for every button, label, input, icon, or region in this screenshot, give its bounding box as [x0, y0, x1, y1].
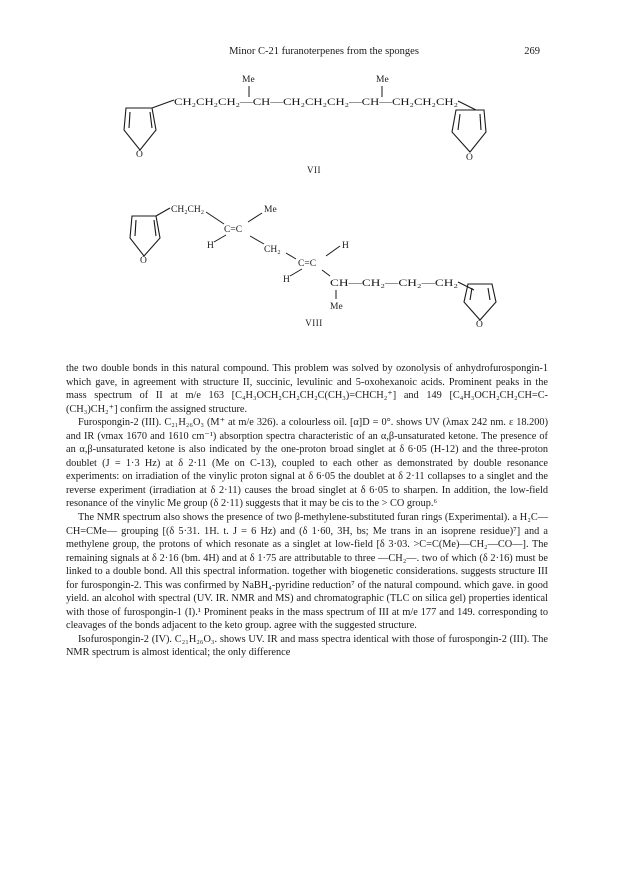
running-head: Minor C-21 furanoterpenes from the sponges	[229, 46, 419, 57]
h-low-viii: H	[283, 275, 290, 285]
me-right-vii: Me	[376, 75, 389, 85]
oxygen-right-vii: O	[466, 153, 473, 163]
furan-ring-right-viii	[458, 282, 496, 320]
paragraph-4: Isofurospongin-2 (IV). C₂₁H₂₆O₃. shows UV. IR and mass spectra identical with those of furospongin-2 (III). The NMR spectrum is almost identical; the only difference	[66, 633, 548, 659]
structure-label-viii: VIII	[305, 318, 323, 328]
furan-ring-left-vii	[124, 100, 174, 150]
chain-low-viii: CH—CH₂—CH₂—CH₂	[330, 279, 458, 289]
me-left-vii: Me	[242, 75, 255, 85]
h-right-viii: H	[342, 241, 349, 251]
c-eq-c-1-viii: C=C	[224, 225, 243, 235]
ch2-mid-viii: CH₂	[264, 245, 281, 255]
oxygen-left-viii: O	[140, 256, 147, 266]
c-eq-c-2-viii: C=C	[298, 259, 317, 269]
structure-label-vii: VII	[307, 165, 321, 175]
page-number: 269	[524, 46, 540, 57]
paragraph-2: Furospongin-2 (III). C₂₁H₂₆O₃ (M⁺ at m/e 326). a colourless oil. [α]D = 0°. shows UV (λmax 242 nm. ε 18.200) and IR (νmax 1670 and 1610 cm⁻¹) absorption spectra characteristic of an α,β-unsaturated ketone. The presence of an α,β-unsaturated ketone is also indicated by the one-proton broad singlet at δ 6·05 (H-12) and the three-proton doublet (J = 1·3 Hz) at δ 2·11 (Me on C-13), coupled to each other as demonstrated by double resonance experiments: on irradiation of the vinylic proton signal at δ 6·05 the doublet at δ 2·11 collapses to a singlet and the reverse experiment (irradiation at δ 2·11) causes the broad singlet at δ 6·05 to sharpen. In addition, the low-field resonance of the vinylic Me group (δ 2·11) suggests that it may be cis to the > CO group.⁶	[66, 417, 548, 510]
paragraph-1: the two double bonds in this natural compound. This problem was solved by ozonolysis of anhydrofurospongin-1 which gave, in agreement with structure II, succinic, levulinic and 5-oxohexanoic acids. Prominent peaks in the mass spectrum of II at m/e 163 [C₄H₃OCH₂CH₂CH₂C(CH₃)=CHCH₂⁺] and 149 [C₄H₃OCH₂CH₂CH=C-(CH₃)CH₂⁺] confirm the assigned structure.	[66, 363, 548, 415]
me-low-viii: Me	[330, 302, 343, 312]
structure-vii-diagram	[0, 0, 624, 360]
chain-vii: CH₂CH₂CH₂—CH—CH₂CH₂CH₂—CH—CH₂CH₂CH₂	[174, 98, 458, 108]
body-text	[66, 362, 548, 660]
oxygen-left-vii: O	[136, 150, 143, 160]
ch2ch2-viii: CH₂CH₂	[171, 205, 205, 215]
paragraph-3: The NMR spectrum also shows the presence of two β-methylene-substituted furan rings (Experimental). a H₂C—CH=CMe— grouping [(δ 5·31. 1H. t. J = 6 Hz) and (δ 1·60, 3H, bs; Me trans in an isoprene residue)⁷] and a methylene group, the protons of which resonate as a singlet at low-field [δ 3·03. >C=C(Me)—CH₂—CO—]. The remaining signals at δ 2·16 (bm. 4H) and at δ 1·75 are attributable to three —CH₂—. two of which (δ 2·16) must be linked to a double bond. All this spectral information. together with biogenetic considerations. suggests structure III for furospongin-2. This was confirmed by NaBH₄-pyridine reduction⁷ of the natural compound. which gave. in good yield. an alcohol with spectral (UV. IR. NMR and MS) and chromatographic (TLC on silica gel) properties identical with those of furospongin-1 (I).¹ Prominent peaks in the mass spectrum of III at m/e 177 and 149. corresponding to cleavages of the bonds adjacent to the keto group. agree with the suggested structure.	[66, 512, 548, 632]
oxygen-right-viii: O	[476, 320, 483, 330]
furan-ring-right-vii	[452, 101, 486, 152]
me-top-viii: Me	[264, 205, 277, 215]
h-left-viii: H	[207, 241, 214, 251]
furan-ring-left-viii	[130, 208, 170, 256]
